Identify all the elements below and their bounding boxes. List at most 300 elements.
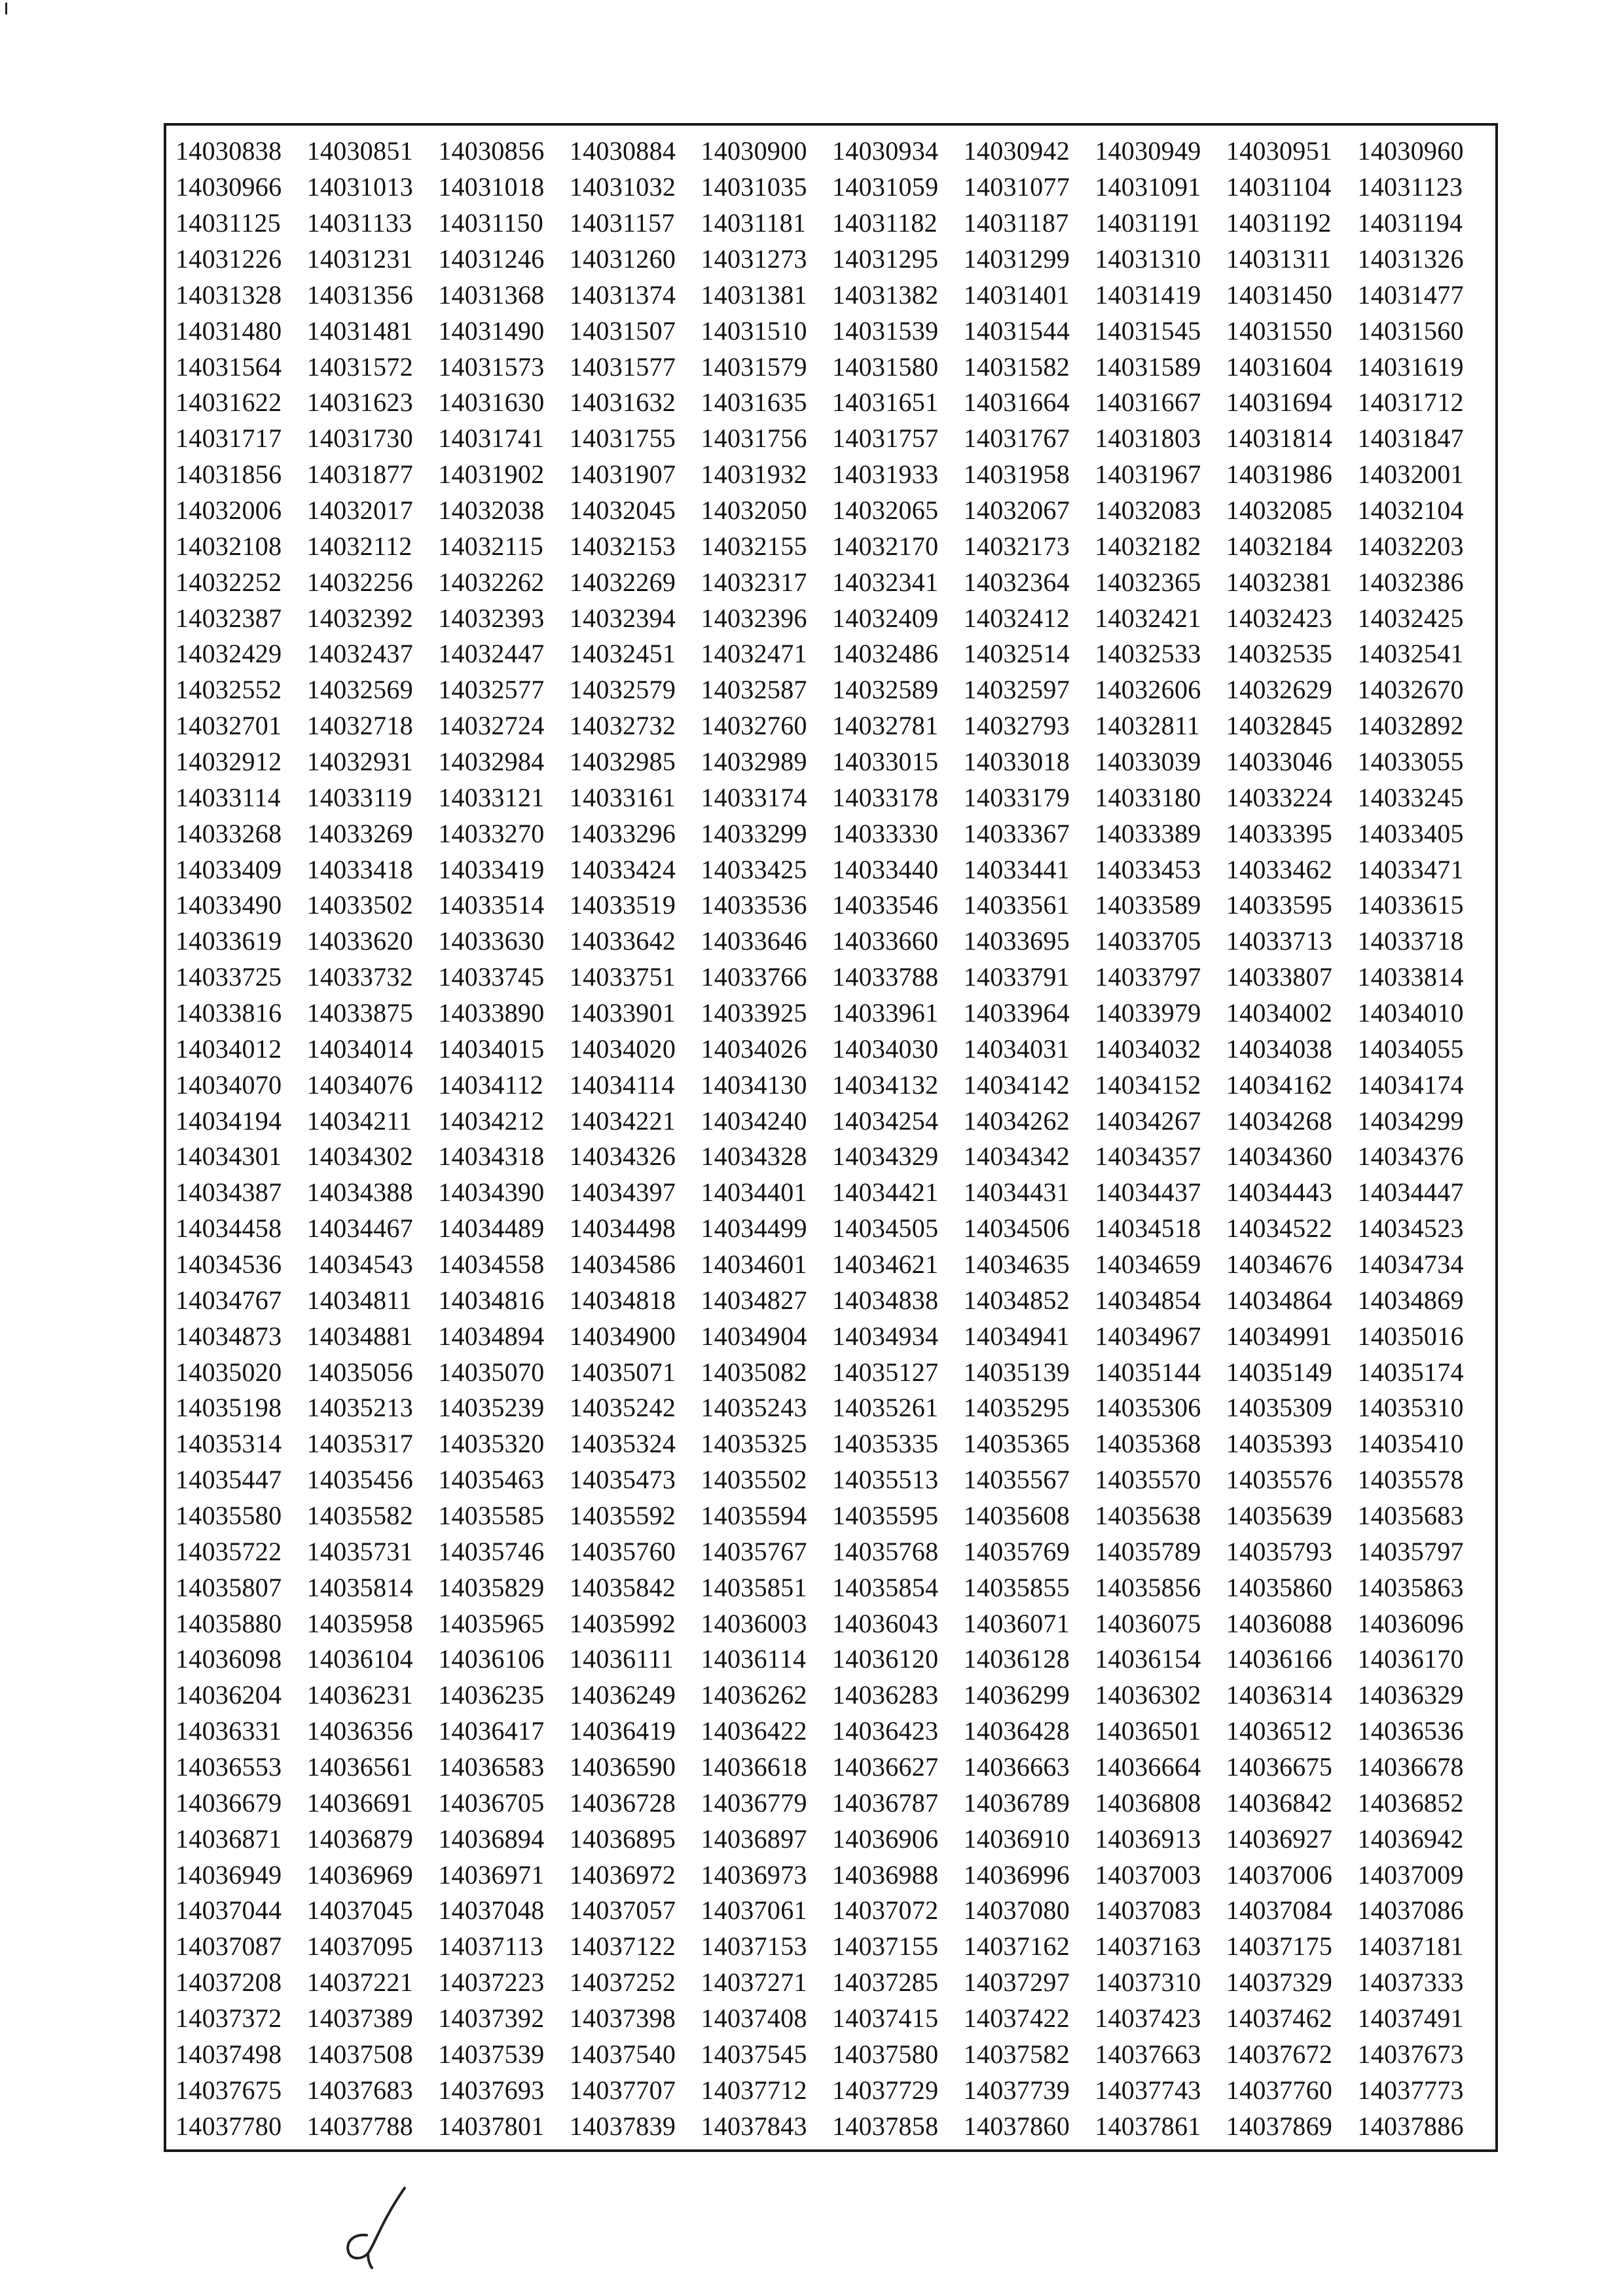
- roll-number-cell: 14032392: [306, 603, 413, 633]
- roll-number-cell: 14031091: [1095, 172, 1201, 202]
- roll-number-cell: 14034268: [1226, 1105, 1333, 1136]
- roll-number-cell: 14030838: [175, 136, 282, 166]
- roll-number-cell: 14032629: [1226, 675, 1333, 705]
- roll-number-cell: 14035070: [438, 1357, 545, 1387]
- roll-number-cell: 14036728: [569, 1787, 676, 1818]
- roll-number-cell: 14032845: [1226, 711, 1333, 741]
- roll-number-cell: 14037044: [175, 1895, 282, 1926]
- roll-number-cell: 14037693: [438, 2075, 545, 2105]
- roll-number-cell: 14031986: [1226, 459, 1333, 490]
- roll-number-cell: 14035797: [1357, 1536, 1464, 1566]
- roll-number-cell: 14034818: [569, 1285, 676, 1315]
- roll-number-cell: 14037673: [1357, 2039, 1464, 2069]
- roll-number-cell: 14034357: [1095, 1141, 1201, 1172]
- roll-number-cell: 14036154: [1095, 1644, 1201, 1674]
- roll-number-cell: 14032793: [963, 711, 1070, 741]
- roll-number-cell: 14037285: [832, 1967, 939, 1998]
- roll-number-cell: 14031450: [1226, 279, 1333, 310]
- roll-number-cell: 14036512: [1226, 1716, 1333, 1746]
- roll-number-cell: 14033299: [701, 818, 807, 848]
- roll-number-cell: 14034390: [438, 1177, 545, 1208]
- roll-number-cell: 14033453: [1095, 854, 1201, 884]
- roll-number-cell: 14035965: [438, 1608, 545, 1638]
- roll-number-cell: 14036235: [438, 1680, 545, 1710]
- roll-number-cell: 14030960: [1357, 136, 1464, 166]
- roll-number-cell: 14033418: [306, 854, 413, 884]
- roll-number-cell: 14035768: [832, 1536, 939, 1566]
- roll-number-cell: 14037003: [1095, 1859, 1201, 1890]
- roll-number-cell: 14035320: [438, 1429, 545, 1459]
- roll-number-cell: 14031328: [175, 279, 282, 310]
- roll-number-cell: 14034212: [438, 1105, 545, 1136]
- roll-number-cell: 14034904: [701, 1321, 807, 1351]
- roll-number-cell: 14032533: [1095, 639, 1201, 669]
- roll-number-cell: 14037392: [438, 2003, 545, 2033]
- roll-number-cell: 14033395: [1226, 818, 1333, 848]
- roll-number-cell: 14033745: [438, 962, 545, 992]
- roll-number-cell: 14035365: [963, 1429, 1070, 1459]
- roll-number-cell: 14037672: [1226, 2039, 1333, 2069]
- roll-number-cell: 14034734: [1357, 1249, 1464, 1279]
- roll-number-cell: 14037801: [438, 2111, 545, 2141]
- roll-number-cell: 14037181: [1357, 1931, 1464, 1962]
- roll-number-cell: 14034401: [701, 1177, 807, 1208]
- roll-number-cell: 14030949: [1095, 136, 1201, 166]
- roll-number-cell: 14034326: [569, 1141, 676, 1172]
- roll-number-cell: 14033705: [1095, 926, 1201, 956]
- roll-number-cell: 14032423: [1226, 603, 1333, 633]
- roll-number-cell: 14032670: [1357, 675, 1464, 705]
- roll-number-cell: 14031133: [306, 208, 412, 238]
- roll-number-cell: 14037398: [569, 2003, 676, 2033]
- roll-number-cell: 14035746: [438, 1536, 545, 1566]
- roll-number-cell: 14034506: [963, 1213, 1070, 1244]
- roll-number-cell: 14031564: [175, 351, 282, 382]
- roll-number-cell: 14031580: [832, 351, 939, 382]
- roll-number-cell: 14033546: [832, 890, 939, 920]
- roll-number-cell: 14031651: [832, 387, 939, 418]
- roll-number-cell: 14035306: [1095, 1393, 1201, 1423]
- roll-number-cell: 14034076: [306, 1069, 413, 1100]
- roll-number-cell: 14031604: [1226, 351, 1333, 382]
- roll-number-cell: 14036906: [832, 1823, 939, 1854]
- roll-number-cell: 14037408: [701, 2003, 807, 2033]
- roll-number-cell: 14037333: [1357, 1967, 1464, 1998]
- roll-number-cell: 14033816: [175, 997, 282, 1028]
- roll-number-cell: 14033514: [438, 890, 545, 920]
- roll-number-cell: 14035855: [963, 1572, 1070, 1602]
- roll-number-cell: 14031767: [963, 423, 1070, 454]
- roll-number-cell: 14037539: [438, 2039, 545, 2069]
- roll-number-cell: 14036120: [832, 1644, 939, 1674]
- roll-number-cell: 14031035: [701, 172, 807, 202]
- roll-number-cell: 14034174: [1357, 1069, 1464, 1100]
- roll-number-cell: 14031150: [438, 208, 544, 238]
- roll-number-cell: 14032386: [1357, 567, 1464, 597]
- roll-number-cell: 14035585: [438, 1500, 545, 1530]
- roll-number-cell: 14033119: [306, 782, 412, 812]
- roll-number-cell: 14037422: [963, 2003, 1070, 2033]
- roll-number-cell: 14035638: [1095, 1500, 1201, 1530]
- roll-number-cell: 14033901: [569, 997, 676, 1028]
- roll-number-cell: 14036098: [175, 1644, 282, 1674]
- roll-number-cell: 14031967: [1095, 459, 1201, 490]
- roll-number-cell: 14035324: [569, 1429, 676, 1459]
- roll-number-cell: 14036675: [1226, 1751, 1333, 1782]
- roll-number-cell: 14033330: [832, 818, 939, 848]
- roll-number-cell: 14036003: [701, 1608, 807, 1638]
- roll-number-cell: 14037048: [438, 1895, 545, 1926]
- roll-number-cell: 14032050: [701, 495, 807, 525]
- roll-number-cell: 14036071: [963, 1608, 1070, 1638]
- roll-number-cell: 14037843: [701, 2111, 807, 2141]
- roll-number-cell: 14034864: [1226, 1285, 1333, 1315]
- roll-number-cell: 14036329: [1357, 1680, 1464, 1710]
- signature-mark: [321, 2176, 426, 2274]
- roll-number-cell: 14035958: [306, 1608, 413, 1638]
- roll-number-cell: 14033695: [963, 926, 1070, 956]
- roll-number-cell: 14035829: [438, 1572, 545, 1602]
- roll-number-cell: 14032429: [175, 639, 282, 669]
- roll-number-cell: 14032065: [832, 495, 939, 525]
- roll-number-cell: 14033121: [438, 782, 545, 812]
- roll-number-cell: 14034447: [1357, 1177, 1464, 1208]
- roll-number-cell: 14034676: [1226, 1249, 1333, 1279]
- roll-number-cell: 14033646: [701, 926, 807, 956]
- roll-number-cell: 14037743: [1095, 2075, 1201, 2105]
- roll-number-cell: 14031310: [1095, 243, 1201, 274]
- roll-number-cell: 14031803: [1095, 423, 1201, 454]
- roll-number-cell: 14035807: [175, 1572, 282, 1602]
- roll-number-cell: 14031295: [832, 243, 939, 274]
- roll-number-cell: 14033405: [1357, 818, 1464, 848]
- roll-number-cell: 14037113: [438, 1931, 544, 1962]
- roll-number-cell: 14035502: [701, 1465, 807, 1495]
- roll-number-cell: 14035473: [569, 1465, 676, 1495]
- roll-number-cell: 14037221: [306, 1967, 413, 1998]
- roll-number-cell: 14035767: [701, 1536, 807, 1566]
- roll-number-cell: 14035198: [175, 1393, 282, 1423]
- roll-number-cell: 14032365: [1095, 567, 1201, 597]
- roll-number-cell: 14033725: [175, 962, 282, 992]
- roll-number-cell: 14035310: [1357, 1393, 1464, 1423]
- roll-number-cell: 14034397: [569, 1177, 676, 1208]
- roll-number-cell: 14037860: [963, 2111, 1070, 2141]
- roll-number-cell: 14036618: [701, 1751, 807, 1782]
- roll-number-cell: 14031481: [306, 315, 413, 346]
- roll-number-cell: 14030856: [438, 136, 545, 166]
- roll-number-cell: 14034132: [832, 1069, 939, 1100]
- roll-number-cell: 14036996: [963, 1859, 1070, 1890]
- roll-number-cell: 14034112: [438, 1069, 544, 1100]
- roll-number-cell: 14032184: [1226, 531, 1333, 561]
- roll-number-cell: 14032892: [1357, 711, 1464, 741]
- roll-number-cell: 14036664: [1095, 1751, 1201, 1782]
- roll-number-cell: 14033224: [1226, 782, 1333, 812]
- roll-number-cell: 14032437: [306, 639, 413, 669]
- roll-number-cell: 14034467: [306, 1213, 413, 1244]
- roll-number-cell: 14031755: [569, 423, 676, 454]
- roll-number-cell: 14036204: [175, 1680, 282, 1710]
- roll-number-cell: 14036536: [1357, 1716, 1464, 1746]
- roll-number-cell: 14037712: [701, 2075, 807, 2105]
- roll-number-cell: 14037072: [832, 1895, 939, 1926]
- roll-number-cell: 14032112: [306, 531, 412, 561]
- roll-number-cell: 14036590: [569, 1751, 676, 1782]
- roll-number-cell: 14035592: [569, 1500, 676, 1530]
- roll-number-cell: 14031856: [175, 459, 282, 490]
- roll-number-cell: 14037760: [1226, 2075, 1333, 2105]
- roll-number-cell: 14033425: [701, 854, 807, 884]
- roll-number-cell: 14031226: [175, 243, 282, 274]
- roll-number-cell: 14036043: [832, 1608, 939, 1638]
- roll-number-cell: 14034934: [832, 1321, 939, 1351]
- roll-number-cell: 14034020: [569, 1033, 676, 1064]
- roll-number-cell: 14036913: [1095, 1823, 1201, 1854]
- roll-number-cell: 14036678: [1357, 1751, 1464, 1782]
- roll-number-cell: 14031299: [963, 243, 1070, 274]
- roll-number-cell: 14033055: [1357, 746, 1464, 776]
- roll-number-cell: 14036166: [1226, 1644, 1333, 1674]
- roll-number-cell: 14032252: [175, 567, 282, 597]
- roll-number-cell: 14036075: [1095, 1608, 1201, 1638]
- roll-number-cell: 14035261: [832, 1393, 939, 1423]
- roll-number-cell: 14032409: [832, 603, 939, 633]
- roll-number-cell: 14034026: [701, 1033, 807, 1064]
- roll-number-cell: 14037886: [1357, 2111, 1464, 2141]
- roll-number-cell: 14033615: [1357, 890, 1464, 920]
- roll-number-cell: 14032587: [701, 675, 807, 705]
- roll-number-cell: 14031877: [306, 459, 413, 490]
- roll-number-cell: 14034038: [1226, 1033, 1333, 1064]
- roll-number-cell: 14032471: [701, 639, 807, 669]
- roll-number-cell: 14031664: [963, 387, 1070, 418]
- roll-number-cell: 14033018: [963, 746, 1070, 776]
- roll-number-cell: 14032038: [438, 495, 545, 525]
- roll-number-cell: 14031623: [306, 387, 413, 418]
- roll-number-cell: 14032104: [1357, 495, 1464, 525]
- roll-number-cell: 14036283: [832, 1680, 939, 1710]
- roll-number-cell: 14031419: [1095, 279, 1201, 310]
- roll-number-cell: 14033178: [832, 782, 939, 812]
- roll-number-cell: 14035576: [1226, 1465, 1333, 1495]
- roll-number-cell: 14033630: [438, 926, 545, 956]
- roll-number-cell: 14031619: [1357, 351, 1464, 382]
- roll-number-cell: 14034014: [306, 1033, 413, 1064]
- roll-number-cell: 14034015: [438, 1033, 545, 1064]
- roll-number-cell: 14036111: [569, 1644, 674, 1674]
- roll-number-cell: 14034437: [1095, 1177, 1201, 1208]
- roll-number-cell: 14036331: [175, 1716, 282, 1746]
- roll-number-cell: 14037739: [963, 2075, 1070, 2105]
- roll-number-cell: 14033620: [306, 926, 413, 956]
- roll-number-cell: 14033890: [438, 997, 545, 1028]
- roll-number-cell: 14036663: [963, 1751, 1070, 1782]
- roll-number-cell: 14031756: [701, 423, 807, 454]
- roll-number-cell: 14031246: [438, 243, 545, 274]
- roll-number-cell: 14036583: [438, 1751, 545, 1782]
- roll-number-cell: 14037271: [701, 1967, 807, 1998]
- roll-number-cell: 14036114: [701, 1644, 807, 1674]
- roll-number-cell: 14033519: [569, 890, 676, 920]
- roll-number-cell: 14034894: [438, 1321, 545, 1351]
- roll-number-cell: 14034869: [1357, 1285, 1464, 1315]
- roll-number-cell: 14032317: [701, 567, 807, 597]
- roll-number-cell: 14037869: [1226, 2111, 1333, 2141]
- roll-number-cell: 14035580: [175, 1500, 282, 1530]
- roll-number-cell: 14030851: [306, 136, 413, 166]
- roll-number-cell: 14031018: [438, 172, 545, 202]
- roll-number-cell: 14036895: [569, 1823, 676, 1854]
- roll-number-cell: 14034811: [306, 1285, 412, 1315]
- roll-number-cell: 14037084: [1226, 1895, 1333, 1926]
- roll-number-cell: 14033660: [832, 926, 939, 956]
- roll-number-cell: 14037780: [175, 2111, 282, 2141]
- roll-number-cell: 14036679: [175, 1787, 282, 1818]
- roll-number-cell: 14031572: [306, 351, 413, 382]
- roll-number-cell: 14031490: [438, 315, 545, 346]
- roll-number-cell: 14036417: [438, 1716, 545, 1746]
- roll-number-cell: 14032577: [438, 675, 545, 705]
- roll-number-cell: 14035814: [306, 1572, 413, 1602]
- roll-number-cell: 14033797: [1095, 962, 1201, 992]
- roll-number-cell: 14037153: [701, 1931, 807, 1962]
- roll-number-cell: 14033875: [306, 997, 413, 1028]
- roll-number-cell: 14037839: [569, 2111, 676, 2141]
- roll-number-cell: 14032569: [306, 675, 413, 705]
- roll-number-cell: 14036973: [701, 1859, 807, 1890]
- roll-number-cell: 14034852: [963, 1285, 1070, 1315]
- roll-number-cell: 14035731: [306, 1536, 413, 1566]
- roll-number-cell: 14031187: [963, 208, 1069, 238]
- roll-number-cell: 14035760: [569, 1536, 676, 1566]
- roll-number-cell: 14032421: [1095, 603, 1201, 633]
- roll-number-cell: 14036627: [832, 1751, 939, 1782]
- roll-number-cell: 14036501: [1095, 1716, 1201, 1746]
- roll-number-cell: 14036779: [701, 1787, 807, 1818]
- roll-number-cell: 14036314: [1226, 1680, 1333, 1710]
- roll-number-cell: 14034443: [1226, 1177, 1333, 1208]
- roll-number-cell: 14037707: [569, 2075, 676, 2105]
- roll-number-cell: 14037310: [1095, 1967, 1201, 1998]
- roll-number-cell: 14035992: [569, 1608, 676, 1638]
- roll-number-cell: 14031814: [1226, 423, 1333, 454]
- roll-number-cell: 14035594: [701, 1500, 807, 1530]
- roll-number-cell: 14032984: [438, 746, 545, 776]
- roll-number-cell: 14034536: [175, 1249, 282, 1279]
- roll-number-cell: 14030884: [569, 136, 676, 166]
- roll-number-cell: 14036299: [963, 1680, 1070, 1710]
- roll-number-cell: 14034873: [175, 1321, 282, 1351]
- roll-number-cell: 14032085: [1226, 495, 1333, 525]
- roll-number-cell: 14037087: [175, 1931, 282, 1962]
- roll-number-cell: 14032579: [569, 675, 676, 705]
- roll-number-cell: 14031622: [175, 387, 282, 418]
- roll-number-cell: 14032732: [569, 711, 676, 741]
- roll-number-cell: 14031157: [569, 208, 675, 238]
- roll-number-cell: 14035463: [438, 1465, 545, 1495]
- roll-number-cell: 14033561: [963, 890, 1070, 920]
- roll-number-cell: 14031477: [1357, 279, 1464, 310]
- roll-number-cell: 14033925: [701, 997, 807, 1028]
- roll-number-cell: 14037083: [1095, 1895, 1201, 1926]
- roll-number-cell: 14035570: [1095, 1465, 1201, 1495]
- roll-number-cell: 14035016: [1357, 1321, 1464, 1351]
- roll-number-cell: 14033180: [1095, 782, 1201, 812]
- roll-number-cell: 14031539: [832, 315, 939, 346]
- roll-number-cell: 14034900: [569, 1321, 676, 1351]
- roll-number-cell: 14037372: [175, 2003, 282, 2033]
- roll-number-cell: 14035842: [569, 1572, 676, 1602]
- roll-number-cell: 14034558: [438, 1249, 545, 1279]
- roll-number-cell: 14030966: [175, 172, 282, 202]
- roll-number-cell: 14034586: [569, 1249, 676, 1279]
- roll-number-cell: 14037773: [1357, 2075, 1464, 2105]
- roll-number-cell: 14034767: [175, 1285, 282, 1315]
- roll-number-grid: [175, 134, 1489, 2144]
- roll-number-cell: 14032989: [701, 746, 807, 776]
- roll-number-cell: 14031181: [701, 208, 807, 238]
- roll-number-cell: 14035513: [832, 1465, 939, 1495]
- roll-number-cell: 14037175: [1226, 1931, 1333, 1962]
- roll-number-cell: 14033015: [832, 746, 939, 776]
- roll-number-cell: 14034240: [701, 1105, 807, 1136]
- roll-number-cell: 14033788: [832, 962, 939, 992]
- roll-number-cell: 14035856: [1095, 1572, 1201, 1602]
- roll-number-cell: 14032606: [1095, 675, 1201, 705]
- roll-number-cell: 14036972: [569, 1859, 676, 1890]
- roll-number-cell: 14033961: [832, 997, 939, 1028]
- roll-number-cell: 14031667: [1095, 387, 1201, 418]
- roll-number-cell: 14036894: [438, 1823, 545, 1854]
- roll-number-cell: 14033732: [306, 962, 413, 992]
- roll-number-cell: 14037675: [175, 2075, 282, 2105]
- roll-number-cell: 14031374: [569, 279, 676, 310]
- roll-number-cell: 14037729: [832, 2075, 939, 2105]
- roll-number-cell: 14034030: [832, 1033, 939, 1064]
- roll-number-cell: 14035456: [306, 1465, 413, 1495]
- roll-number-cell: 14032701: [175, 711, 282, 741]
- roll-number-cell: 14036104: [306, 1644, 413, 1674]
- roll-number-cell: 14032724: [438, 711, 545, 741]
- roll-number-cell: 14033751: [569, 962, 676, 992]
- roll-number-cell: 14033409: [175, 854, 282, 884]
- roll-number-cell: 14032381: [1226, 567, 1333, 597]
- roll-number-cell: 14032425: [1357, 603, 1464, 633]
- roll-number-cell: 14035242: [569, 1393, 676, 1423]
- roll-number-cell: 14032182: [1095, 531, 1201, 561]
- roll-number-cell: 14031579: [701, 351, 807, 382]
- roll-number-cell: 14031712: [1357, 387, 1464, 418]
- roll-number-cell: 14036422: [701, 1716, 807, 1746]
- roll-number-cell: 14036249: [569, 1680, 676, 1710]
- roll-number-cell: 14032262: [438, 567, 545, 597]
- roll-number-cell: 14031932: [701, 459, 807, 490]
- roll-number-cell: 14032541: [1357, 639, 1464, 669]
- roll-number-cell: 14035860: [1226, 1572, 1333, 1602]
- roll-number-cell: 14036553: [175, 1751, 282, 1782]
- roll-number-cell: 14031902: [438, 459, 545, 490]
- roll-number-cell: 14031480: [175, 315, 282, 346]
- roll-number-cell: 14037009: [1357, 1859, 1464, 1890]
- roll-number-cell: 14036423: [832, 1716, 939, 1746]
- roll-number-cell: 14034431: [963, 1177, 1070, 1208]
- roll-number-cell: 14034318: [438, 1141, 545, 1172]
- roll-number-cell: 14037162: [963, 1931, 1070, 1962]
- roll-number-cell: 14033791: [963, 962, 1070, 992]
- roll-number-cell: 14037508: [306, 2039, 413, 2069]
- roll-number-cell: 14034498: [569, 1213, 676, 1244]
